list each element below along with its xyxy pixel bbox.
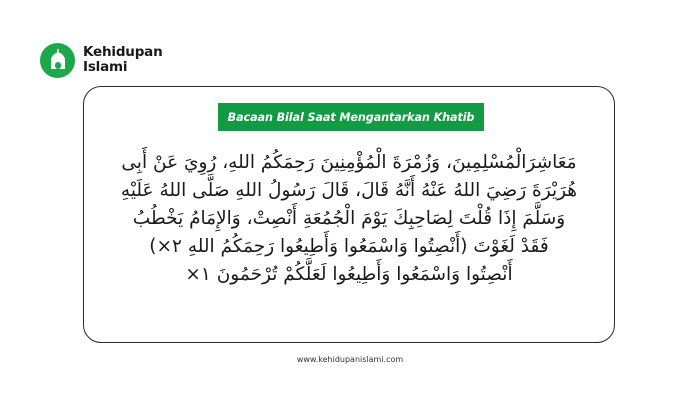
arabic-line-3: وَسَلَّمَ إِذَا قُلْتَ لِصَاحِبِكَ يَوْمَ الْجُمُعَةِ أَنْصِتْ، وَالإِمَامُ يَخْطُبُ [132,208,566,229]
text-card [83,86,615,343]
brand-name-line2: Islami [83,59,128,75]
brand-name [83,45,162,75]
arabic-line-1: مَعَاشِرَالْمُسْلِمِينَ، وَزُمْرَةَ الْمُؤْمِنِينَ رَحِمَكُمُ اللهِ، رُوِيَ عَنْ أَبِى [121,152,577,173]
arabic-text [102,149,596,289]
title-banner: Bacaan Bilal Saat Mengantarkan Khatib [218,103,484,131]
arabic-line-5: أَنْصِتُوا وَاسْمَعُوا وَأَطِيعُوا لَعَلَّكُمْ تُرْحَمُونَ ١× [185,264,513,285]
brand-logo [40,42,162,78]
website-url: www.kehidupanislami.com [296,355,404,364]
arabic-line-2: هُرَيْرَةَ رَضِيَ اللهُ عَنْهُ أَنَّهُ قَالَ، قَالَ رَسُولُ اللهِ صَلَّى اللهُ عَلَيْهِ [120,180,578,201]
arabic-line-4: فَقَدْ لَغَوْتَ (أَنْصِتُوا وَاسْمَعُوا وَأَطِيعُوا رَحِمَكُمُ اللهِ ٢×) [149,236,549,257]
brand-name-line1: Kehidupan [83,44,163,60]
mosque-icon [40,43,75,78]
